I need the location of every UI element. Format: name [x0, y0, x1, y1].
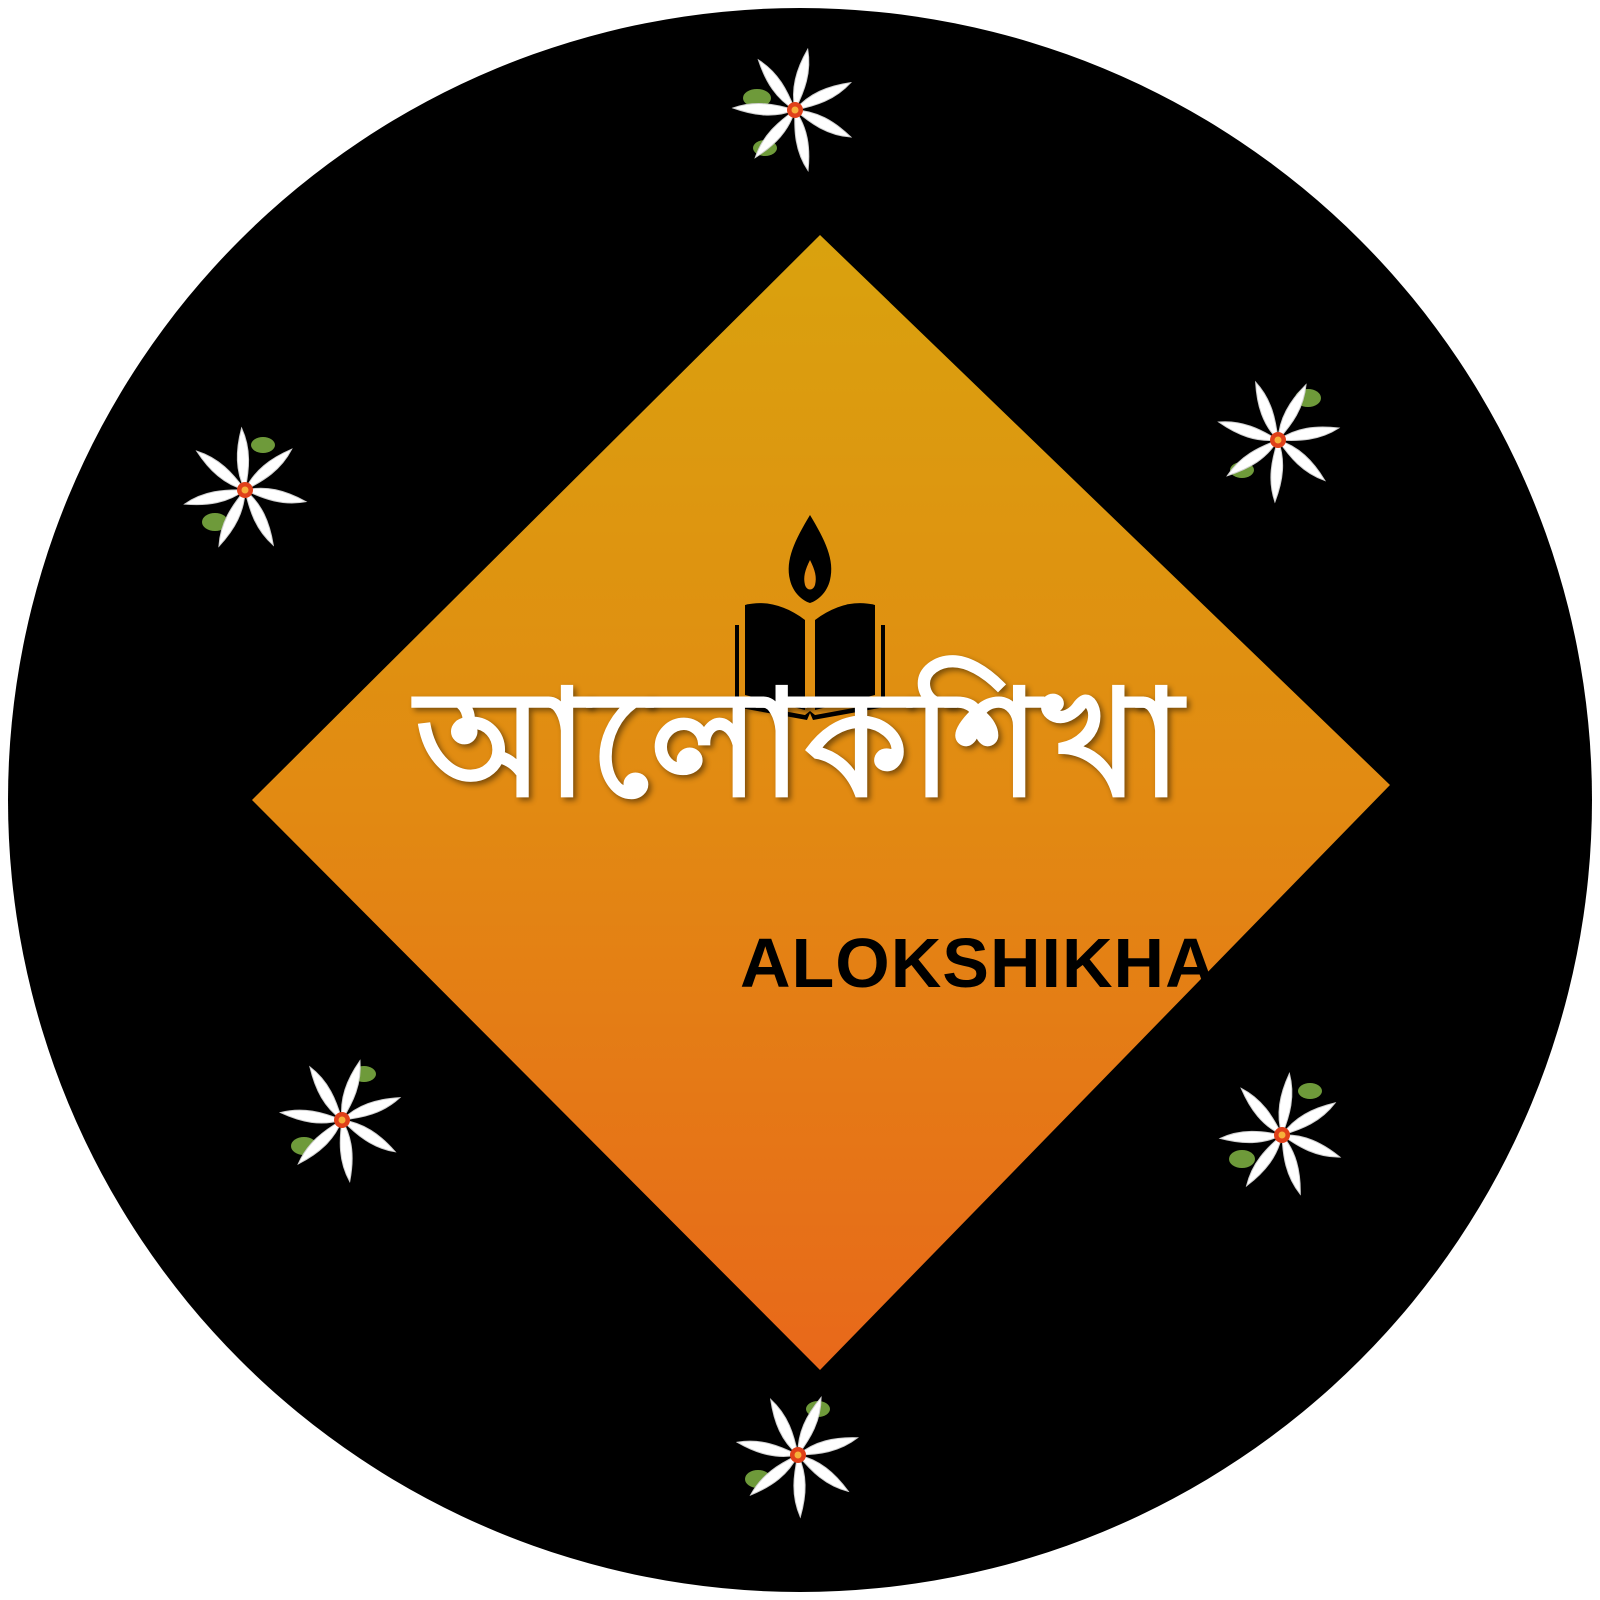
shiuli-flower-icon [1212, 1065, 1352, 1205]
brand-name-bengali: আলোকশিখা [415, 658, 1185, 830]
shiuli-flower-icon [272, 1050, 412, 1190]
shiuli-flower-icon [728, 1385, 868, 1525]
brand-name-english: ALOKSHIKHA [740, 924, 1217, 1002]
shiuli-flower-icon [725, 40, 865, 180]
shiuli-flower-icon [175, 420, 315, 560]
shiuli-flower-icon [1208, 370, 1348, 510]
